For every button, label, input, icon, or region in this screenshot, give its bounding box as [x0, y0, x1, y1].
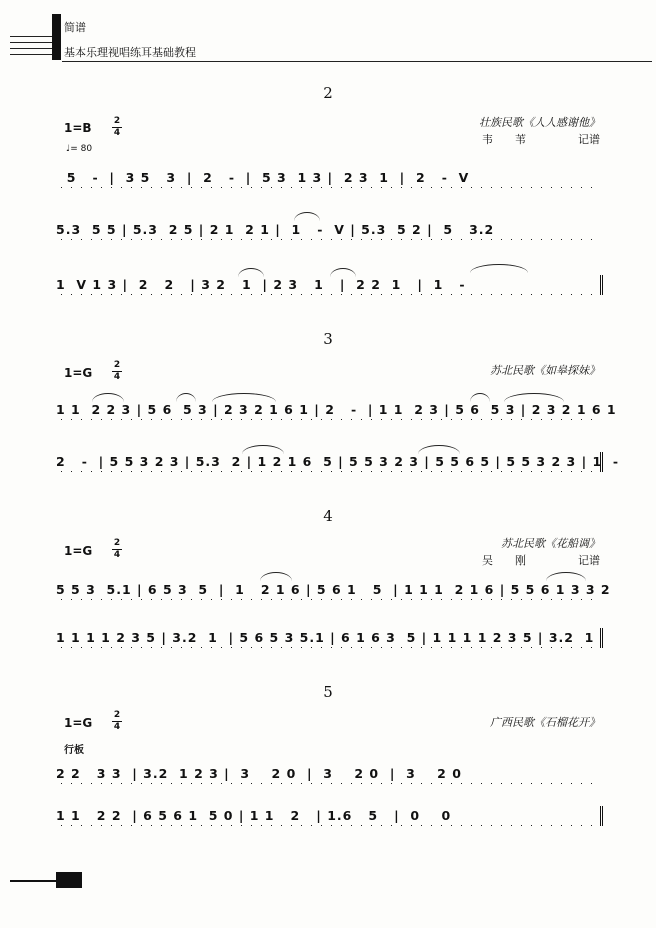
- music-line: 1 1 2 2 3 | 5 6 5 3 | 2 3 2 1 6 1 | 2 - | 1 1 2 3 | 5 6 5 3 | 2 3 2 1 6 1: [56, 400, 600, 420]
- time-top: 2: [113, 538, 121, 548]
- slur-mark: [212, 393, 276, 402]
- music-line: 2 - | 5 5 3 2 3 | 5.3 2 | 1 2 1 6 5 | 5 5 3 2 3 | 5 5 6 5 | 5 5 3 2 3 | 1 -: [56, 452, 603, 472]
- time-bottom: 4: [113, 128, 121, 138]
- song-source: 壮族民歌《人人感谢他》: [479, 116, 600, 129]
- header-rule: [10, 36, 52, 37]
- slur-mark: [294, 212, 320, 221]
- transcriber-name: 韦 苇: [482, 133, 526, 146]
- transcriber-name: 吴 刚: [482, 554, 526, 567]
- transcriber-credit: [482, 131, 600, 147]
- music-line: 1 V 1 3 | 2 2 | 3 2 1 | 2 3 1 | 2 2 1 | 1 -: [56, 275, 603, 295]
- music-line: 5.3 5 5 | 5.3 2 5 | 2 1 2 1 | 1 - V | 5.3 5 2 | 5 3.2: [56, 220, 600, 240]
- tie-mark: [470, 264, 528, 273]
- music-line: 1 1 2 2 | 6 5 6 1 5 0 | 1 1 2 | 1.6 5 | 0 0: [56, 806, 603, 826]
- section-number: 3: [323, 330, 333, 348]
- transcriber-role: 记谱: [578, 554, 600, 567]
- header-underline: [62, 61, 652, 62]
- music-line: 2 2 3 3 | 3.2 1 2 3 | 3 2 0 | 3 2 0 | 3 2 0: [56, 764, 600, 784]
- footer-block: [56, 872, 82, 888]
- song-source: 广西民歌《石榴花开》: [490, 716, 600, 729]
- footer-rule: [10, 880, 56, 882]
- slur-mark: [260, 572, 292, 581]
- header-block: [52, 14, 61, 60]
- tempo-word: 行板: [64, 745, 84, 756]
- slur-mark: [418, 445, 460, 454]
- music-line: 1 1 1 1 2 3 5 | 3.2 1 | 5 6 5 3 5.1 | 6 1 6 3 5 | 1 1 1 1 2 3 5 | 3.2 1: [56, 628, 603, 648]
- slur-mark: [470, 393, 490, 402]
- section-number: 2: [323, 84, 333, 102]
- song-source: 苏北民歌《花船调》: [501, 537, 600, 550]
- key-signature: 1=B: [64, 121, 92, 135]
- key-signature: 1=G: [64, 716, 93, 730]
- music-line: 5 5 3 5.1 | 6 5 3 5 | 1 2 1 6 | 5 6 1 5 | 1 1 1 2 1 6 | 5 5 6 1 3 3 2: [56, 580, 600, 600]
- slur-mark: [546, 572, 586, 581]
- slur-mark: [242, 445, 284, 454]
- time-signature: [112, 539, 122, 560]
- time-bottom: 4: [113, 550, 121, 560]
- time-bottom: 4: [113, 722, 121, 732]
- header-book-title: 基本乐理视唱练耳基础教程: [64, 46, 196, 59]
- header-title-short: 简谱: [64, 21, 86, 34]
- slur-mark: [238, 268, 264, 277]
- music-line: 5 - | 3 5 3 | 2 - | 5 3 1 3 | 2 3 1 | 2 - V: [56, 168, 600, 188]
- header-rule: [10, 42, 52, 43]
- slur-mark: [504, 393, 564, 402]
- section-number: 5: [323, 683, 333, 701]
- time-top: 2: [113, 710, 121, 720]
- time-top: 2: [113, 116, 121, 126]
- key-signature: 1=G: [64, 544, 93, 558]
- tempo-mark: ♩= 80: [66, 144, 93, 154]
- time-bottom: 4: [113, 372, 121, 382]
- header-rule: [10, 48, 52, 49]
- time-signature: [112, 361, 122, 382]
- time-signature: [112, 711, 122, 732]
- time-top: 2: [113, 360, 121, 370]
- transcriber-role: 记谱: [578, 133, 600, 146]
- slur-mark: [330, 268, 356, 277]
- key-signature: 1=G: [64, 366, 93, 380]
- section-number: 4: [323, 507, 333, 525]
- transcriber-credit: [482, 552, 600, 568]
- song-source: 苏北民歌《如皋探妹》: [490, 364, 600, 377]
- slur-mark: [92, 393, 124, 402]
- time-signature: [112, 117, 122, 138]
- slur-mark: [176, 393, 196, 402]
- header-rule: [10, 54, 52, 55]
